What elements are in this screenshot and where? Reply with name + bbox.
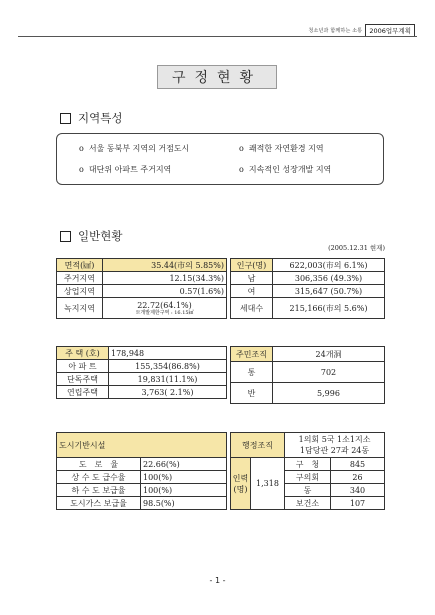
table-cell-label: 세대수 [231,298,273,319]
table-cell-label: 도시가스 보급율 [57,497,141,510]
table-cell-label: 아 파 트 [57,360,109,373]
green-area-value: 22.72(64.1%) [137,300,192,310]
table-cell-label: 통 [231,362,273,383]
table-cell-label: 구의회 [285,471,331,484]
table-cell-label: 구 청 [285,458,331,471]
area-table [56,258,227,319]
resident-org-table [230,346,385,404]
as-of-date: (2005.12.31 현재) [328,244,385,252]
table-cell-label: 행정조직 [231,433,285,458]
table-cell-value: 155,354(86.8%) [109,360,227,373]
admin-org-table [230,432,385,510]
table-cell-value: 98.5(%) [141,497,227,510]
table-cell-label: 동 [285,484,331,497]
table-row [231,285,385,298]
admin-line-1: 1의회 5국 1소1지소 [298,435,371,444]
housing-table [56,346,227,399]
table-cell-value [103,298,227,319]
table-row [57,272,227,285]
table-cell-label: 상 수 도 급수율 [57,471,141,484]
feature-text: 지속적인 성장개발 지역 [248,165,332,174]
table-cell-label: 인구(명) [231,259,273,272]
table-cell-label: 여 [231,285,273,298]
table-cell-label: 하 수 도 보급율 [57,484,141,497]
section-title-text: 지역특성 [78,111,123,125]
table-row [57,360,227,373]
bullet-icon: o [239,144,244,153]
table-cell-value: 19,831(11.1%) [109,373,227,386]
table-cell-value: 178,948 [109,347,227,360]
section-title-general [60,228,122,244]
admin-line-2: 1담당관 27과 24동 [299,446,370,455]
header-divider [18,36,417,37]
table-cell-value: 0.57(1.6%) [103,285,227,298]
table-row [57,386,227,399]
table-row [231,458,385,471]
feature-text: 대단위 아파트 주거지역 [88,165,172,174]
table-cell-value: 100(%) [141,471,227,484]
table-cell-value: 340 [331,484,385,497]
table-cell-value: 3,763( 2.1%) [109,386,227,399]
table-cell-value: 26 [331,471,385,484]
table-cell-value: 5,996 [273,383,385,404]
table-cell-value: 215,166(市의 5.6%) [273,298,385,319]
table-cell-label: 주거지역 [57,272,103,285]
table-row [57,433,227,458]
table-cell-label: 녹지지역 [57,298,103,319]
table-cell-label: 주민조직 [231,347,273,362]
table-row [57,285,227,298]
table-row [231,298,385,319]
table-cell-label: 상업지역 [57,285,103,298]
header-year-plan: 2006업무계획 [365,24,415,37]
table-cell-value: 702 [273,362,385,383]
table-cell-value: 35.44(市의 5.85%) [103,259,227,272]
table-row [57,373,227,386]
table-row [231,433,385,458]
table-row [231,272,385,285]
table-row [57,458,227,471]
infrastructure-table [56,432,227,510]
page-title: 구정현황 [157,65,277,89]
table-cell-label: 단독주택 [57,373,109,386]
table-cell-label: 반 [231,383,273,404]
table-cell-label: 연립주택 [57,386,109,399]
table-row [57,259,227,272]
table-cell-value: 100(%) [141,484,227,497]
section-title-text: 일반현황 [78,229,123,243]
table-cell-label: 보건소 [285,497,331,510]
feature-text: 쾌적한 자연환경 지역 [248,144,324,153]
header-org: 청소년과 함께하는 소통 [308,28,363,34]
green-area-note: ※개발제한구역 : 16.15㎢ [135,309,194,316]
infrastructure-title: 도시기반시설 [57,433,227,458]
table-row [231,362,385,383]
section-title-region [60,110,122,126]
table-row [57,298,227,319]
staff-label: 인력(명) [231,458,251,510]
bullet-icon: o [239,165,244,174]
table-cell-value: 12.15(34.3%) [103,272,227,285]
table-row [57,347,227,360]
feature-item [239,143,324,154]
bullet-icon: o [79,165,84,174]
population-table [230,258,385,319]
table-cell-value: 22.66(%) [141,458,227,471]
checkbox-square-icon [60,231,71,242]
table-cell-label: 면적(㎢) [57,259,103,272]
table-row [57,484,227,497]
region-features-box [56,133,384,185]
table-cell-value: 306,356 (49.3%) [273,272,385,285]
feature-item [79,164,171,175]
table-row [57,497,227,510]
page-number: - 1 - [209,576,226,585]
table-cell-label: 도 로 율 [57,458,141,471]
table-cell-label: 주 택 (호) [57,347,109,360]
feature-item [79,143,189,154]
table-row [231,259,385,272]
table-row [57,471,227,484]
checkbox-square-icon [60,113,71,124]
table-cell-value: 315,647 (50.7%) [273,285,385,298]
table-cell-value: 622,003(市의 6.1%) [273,259,385,272]
feature-item [239,164,331,175]
table-row [231,383,385,404]
feature-text: 서울 동북부 지역의 거점도시 [88,144,190,153]
bullet-icon: o [79,144,84,153]
staff-total: 1,318 [251,458,285,510]
table-cell-value: 24개洞 [273,347,385,362]
table-cell-value: 107 [331,497,385,510]
table-cell-value [285,433,385,458]
table-row [231,347,385,362]
table-cell-value: 845 [331,458,385,471]
table-cell-label: 남 [231,272,273,285]
